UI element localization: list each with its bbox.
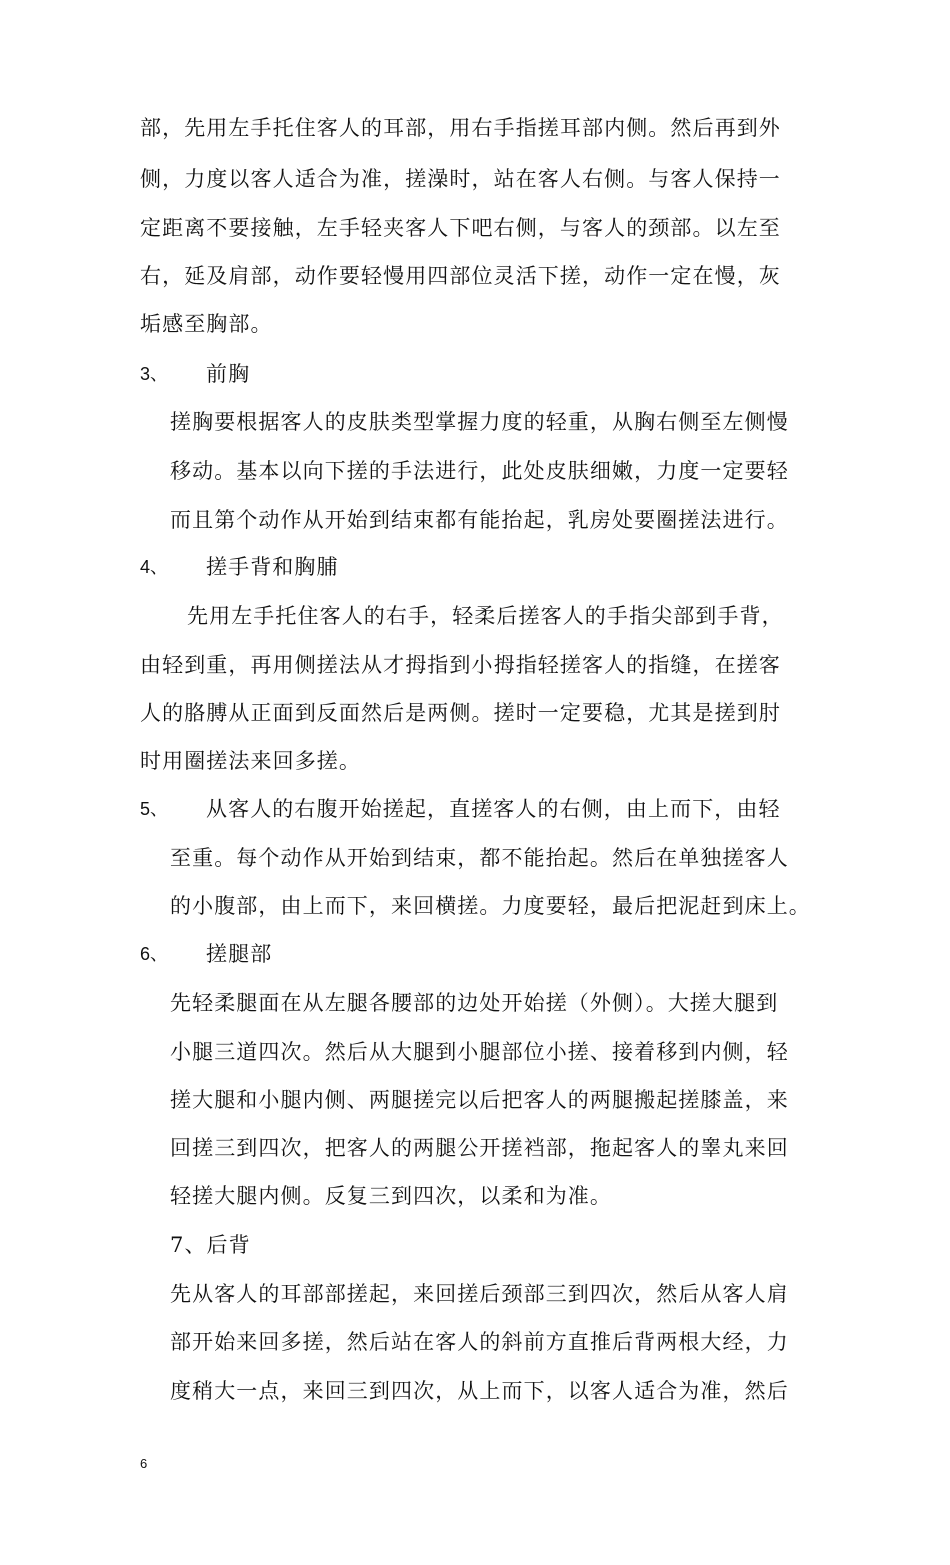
section-title: 搓腿部: [206, 942, 273, 966]
section-number: 3、: [140, 364, 169, 384]
section-title: 7、后背: [170, 1233, 251, 1257]
text-line: 定距离不要接触，左手轻夹客人下吧右侧，与客人的颈部。以左至: [140, 216, 781, 240]
text-line: 垢感至胸部。: [140, 312, 273, 336]
section-number: 5、: [140, 799, 169, 819]
text-line: 时用圈搓法来回多搓。: [140, 749, 361, 773]
text-line: 的小腹部，由上而下，来回横搓。力度要轻，最后把泥赶到床上。: [170, 894, 811, 918]
text-line: 移动。基本以向下搓的手法进行，此处皮肤细嫩，力度一定要轻: [170, 459, 789, 483]
text-line: 小腿三道四次。然后从大腿到小腿部位小搓、接着移到内侧，轻: [170, 1040, 789, 1064]
text-line: 搓胸要根据客人的皮肤类型掌握力度的轻重，从胸右侧至左侧慢: [170, 410, 789, 434]
page-number: 6: [140, 1456, 148, 1471]
text-line: 右，延及肩部，动作要轻慢用四部位灵活下搓，动作一定在慢，灰: [140, 264, 781, 288]
text-line: 先轻柔腿面在从左腿各腰部的边处开始搓（外侧）。大搓大腿到: [170, 991, 779, 1015]
text-line: 部，先用左手托住客人的耳部，用右手指搓耳部内侧。然后再到外: [140, 116, 781, 140]
text-line: 至重。每个动作从开始到结束，都不能抬起。然后在单独搓客人: [170, 846, 789, 870]
section-title: 搓手背和胸脯: [206, 555, 339, 579]
text-line: 部开始来回多搓，然后站在客人的斜前方直推后背两根大经，力: [170, 1330, 789, 1354]
text-line: 先用左手托住客人的右手，轻柔后搓客人的手指尖部到手背，: [187, 604, 784, 628]
text-line: 搓大腿和小腿内侧、两腿搓完以后把客人的两腿搬起搓膝盖，来: [170, 1088, 789, 1112]
section-number: 4、: [140, 557, 169, 577]
text-line: 从客人的右腹开始搓起，直搓客人的右侧，由上而下，由轻: [206, 797, 781, 821]
section-number: 6、: [140, 944, 169, 964]
text-line: 由轻到重，再用侧搓法从才拇指到小拇指轻搓客人的指缝，在搓客: [140, 653, 781, 677]
text-line: 度稍大一点，来回三到四次，从上而下，以客人适合为准，然后: [170, 1379, 789, 1403]
section-title: 前胸: [206, 362, 251, 386]
text-line: 轻搓大腿内侧。反复三到四次，以柔和为准。: [170, 1184, 612, 1208]
text-line: 侧，力度以客人适合为准，搓澡时，站在客人右侧。与客人保持一: [140, 167, 781, 191]
text-line: 先从客人的耳部部搓起，来回搓后颈部三到四次，然后从客人肩: [170, 1282, 789, 1306]
text-line: 人的胳膊从正面到反面然后是两侧。搓时一定要稳，尤其是搓到肘: [140, 701, 781, 725]
text-line: 回搓三到四次，把客人的两腿公开搓裆部，拖起客人的睾丸来回: [170, 1136, 789, 1160]
text-line: 而且第个动作从开始到结束都有能抬起，乳房处要圈搓法进行。: [170, 508, 789, 532]
